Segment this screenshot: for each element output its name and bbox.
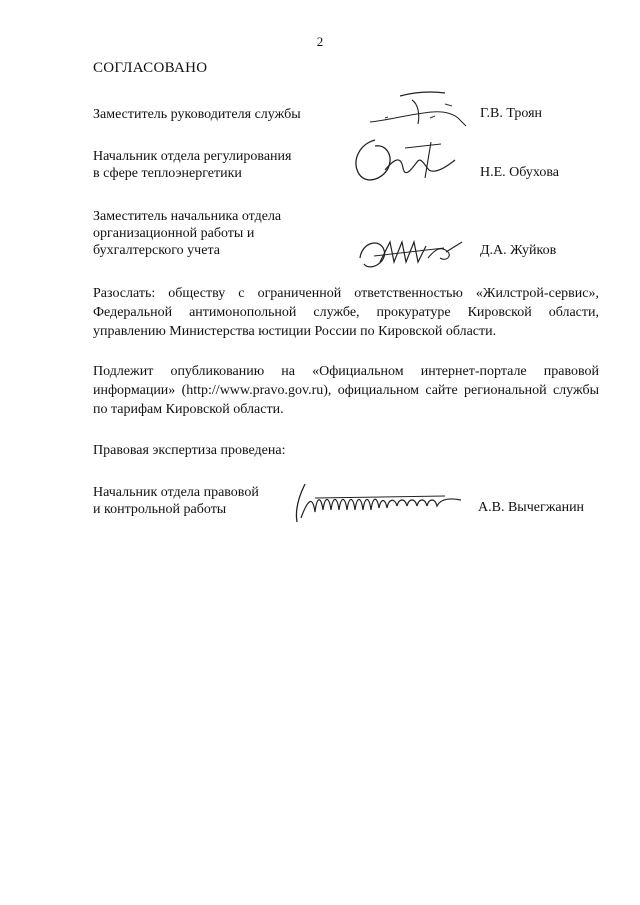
approver-1-signature <box>360 84 475 134</box>
approver-3-position-line: бухгалтерского учета <box>93 243 220 258</box>
approver-2-position-line: в сфере теплоэнергетики <box>93 166 242 181</box>
approver-3-position-line: организационной работы и <box>93 226 255 241</box>
distribution-paragraph: Разослать: обществу с ограниченной ответственностью «Жилстрой-сервис», Федеральной антимонопольной службе, прокуратуре Кировской области, управлению Министерства юстиции России по Кировской области. <box>93 286 599 339</box>
approver-3-name: Д.А. Жуйков <box>480 243 557 258</box>
legal-reviewer-position-line: Начальник отдела правовой <box>93 485 259 500</box>
legal-reviewer-signature <box>285 478 475 528</box>
approver-3-position <box>93 208 281 259</box>
approver-1-name: Г.В. Троян <box>480 106 543 121</box>
approver-1-position <box>93 106 301 123</box>
approver-3-signature <box>350 228 470 278</box>
approver-2-signature <box>345 130 465 190</box>
approver-3-position-line: Заместитель начальника отдела <box>93 209 282 224</box>
approver-1-position-line: Заместитель руководителя службы <box>93 107 301 122</box>
approver-2-name: Н.Е. Обухова <box>480 165 559 180</box>
legal-reviewer-position <box>93 484 259 518</box>
approval-heading: СОГЛАСОВАНО <box>93 60 208 76</box>
legal-reviewer-position-line: и контрольной работы <box>93 502 227 517</box>
page-number: 2 <box>316 34 324 49</box>
legal-reviewer-name: А.В. Вычегжанин <box>478 500 585 515</box>
approver-2-position-line: Начальник отдела регулирования <box>93 149 292 164</box>
publication-paragraph: Подлежит опубликованию на «Официальном интернет-портале правовой информации» (http://www.pravo.gov.ru), официальном сайте региональной службы по тарифам Кировской области. <box>93 364 599 417</box>
legal-review-label: Правовая экспертиза проведена: <box>93 443 286 458</box>
approver-2-position <box>93 148 291 182</box>
